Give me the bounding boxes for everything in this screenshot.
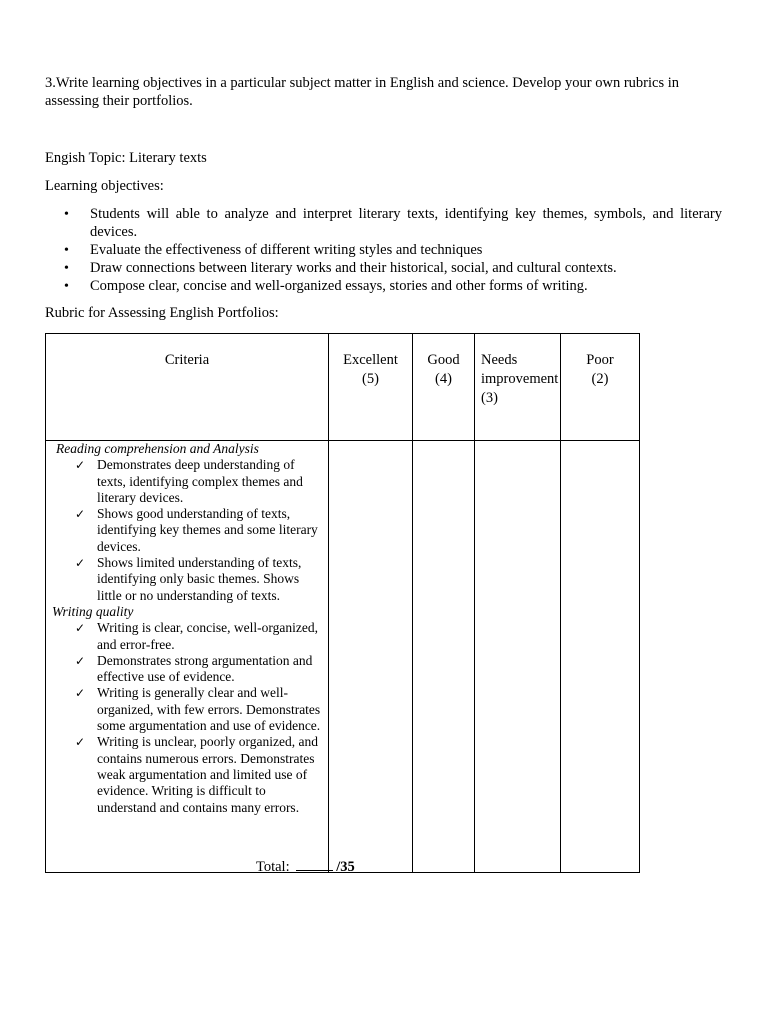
good-header-score: (4) (435, 371, 452, 387)
criteria-item (46, 555, 328, 604)
criteria-text: Shows limited understanding of texts, identifying only basic themes. Shows little or no understanding of texts. (97, 555, 302, 603)
objective-item (64, 259, 722, 278)
writing-criteria-list (46, 620, 328, 816)
criteria-header (46, 334, 329, 441)
excellent-header-score: (5) (362, 371, 379, 387)
poor-header (561, 334, 640, 441)
objective-text: Evaluate the effectiveness of different writing styles and techniques (90, 241, 483, 258)
needs-improvement-header-label: Needs improvement (3) (481, 352, 559, 406)
objective-item (64, 277, 722, 296)
learning-objectives-list (64, 206, 722, 296)
poor-score-cell (561, 441, 640, 873)
criteria-text: Writing is unclear, poorly organized, and contains numerous errors. Demonstrates weak argumentation and limited use of evidence. Writing is difficult to understand and contains many errors. (97, 734, 318, 815)
section-title-writing: Writing quality (52, 603, 134, 619)
total-max-score: /35 (336, 859, 355, 875)
poor-header-label: Poor (586, 352, 614, 368)
rubric-label: Rubric for Assessing English Portfolios: (45, 305, 279, 321)
objective-item (64, 241, 722, 260)
bullet-icon: • (64, 242, 69, 258)
needs-improvement-score-cell (475, 441, 561, 873)
english-topic: Engish Topic: Literary texts (45, 150, 207, 166)
total-line (256, 857, 355, 876)
poor-header-score: (2) (591, 371, 609, 387)
section-title-reading: Reading comprehension and Analysis (56, 441, 259, 456)
rubric-body-row (46, 441, 640, 873)
criteria-text: Writing is clear, concise, well-organized, and error-free. (97, 620, 318, 652)
criteria-header-label: Criteria (164, 352, 210, 368)
learning-objectives-label: Learning objectives: (45, 178, 164, 194)
objective-text: Compose clear, concise and well-organized essays, stories and other forms of writing. (90, 277, 588, 294)
objective-item (64, 206, 722, 241)
criteria-text: Shows good understanding of texts, identifying key themes and some literary devices. (97, 506, 318, 554)
checkmark-icon: ✓ (75, 458, 86, 473)
needs-improvement-header (475, 334, 561, 441)
objective-text: Draw connections between literary works and their historical, social, and cultural contexts. (90, 259, 617, 276)
criteria-item (46, 734, 328, 815)
good-score-cell (413, 441, 475, 873)
excellent-header-label: Excellent (343, 352, 398, 368)
criteria-item (46, 653, 328, 686)
criteria-item (46, 620, 328, 653)
criteria-text: Writing is generally clear and well-organized, with few errors. Demonstrates some argumentation and use of evidence. (97, 685, 321, 734)
bullet-icon: • (64, 278, 69, 294)
rubric-header-row (46, 334, 640, 441)
reading-criteria-list (46, 457, 328, 604)
checkmark-icon: ✓ (75, 621, 86, 636)
checkmark-icon: ✓ (75, 735, 86, 750)
criteria-item (46, 506, 328, 555)
excellent-header (329, 334, 413, 441)
total-score-blank (296, 857, 333, 871)
assignment-question: 3.Write learning objectives in a particular subject matter in English and science. Develop your own rubrics in assessing their portfolios. (45, 75, 679, 109)
criteria-item (46, 457, 328, 506)
bullet-icon: • (64, 207, 69, 222)
excellent-score-cell (329, 441, 413, 873)
objective-text: Students will able to analyze and interpret literary texts, identifying key themes, symbols, and literary devices. (90, 206, 722, 240)
total-label: Total: (256, 859, 290, 875)
checkmark-icon: ✓ (75, 653, 86, 668)
bullet-icon: • (64, 260, 69, 276)
good-header (413, 334, 475, 441)
good-header-label: Good (427, 352, 460, 368)
checkmark-icon: ✓ (75, 556, 86, 571)
criteria-cell (46, 441, 329, 873)
criteria-text: Demonstrates strong argumentation and effective use of evidence. (97, 652, 313, 685)
checkmark-icon: ✓ (75, 686, 86, 701)
criteria-text: Demonstrates deep understanding of texts, identifying complex themes and literary devices. (97, 457, 303, 505)
criteria-item (46, 685, 328, 734)
rubric-table (45, 333, 640, 873)
checkmark-icon: ✓ (75, 507, 86, 522)
